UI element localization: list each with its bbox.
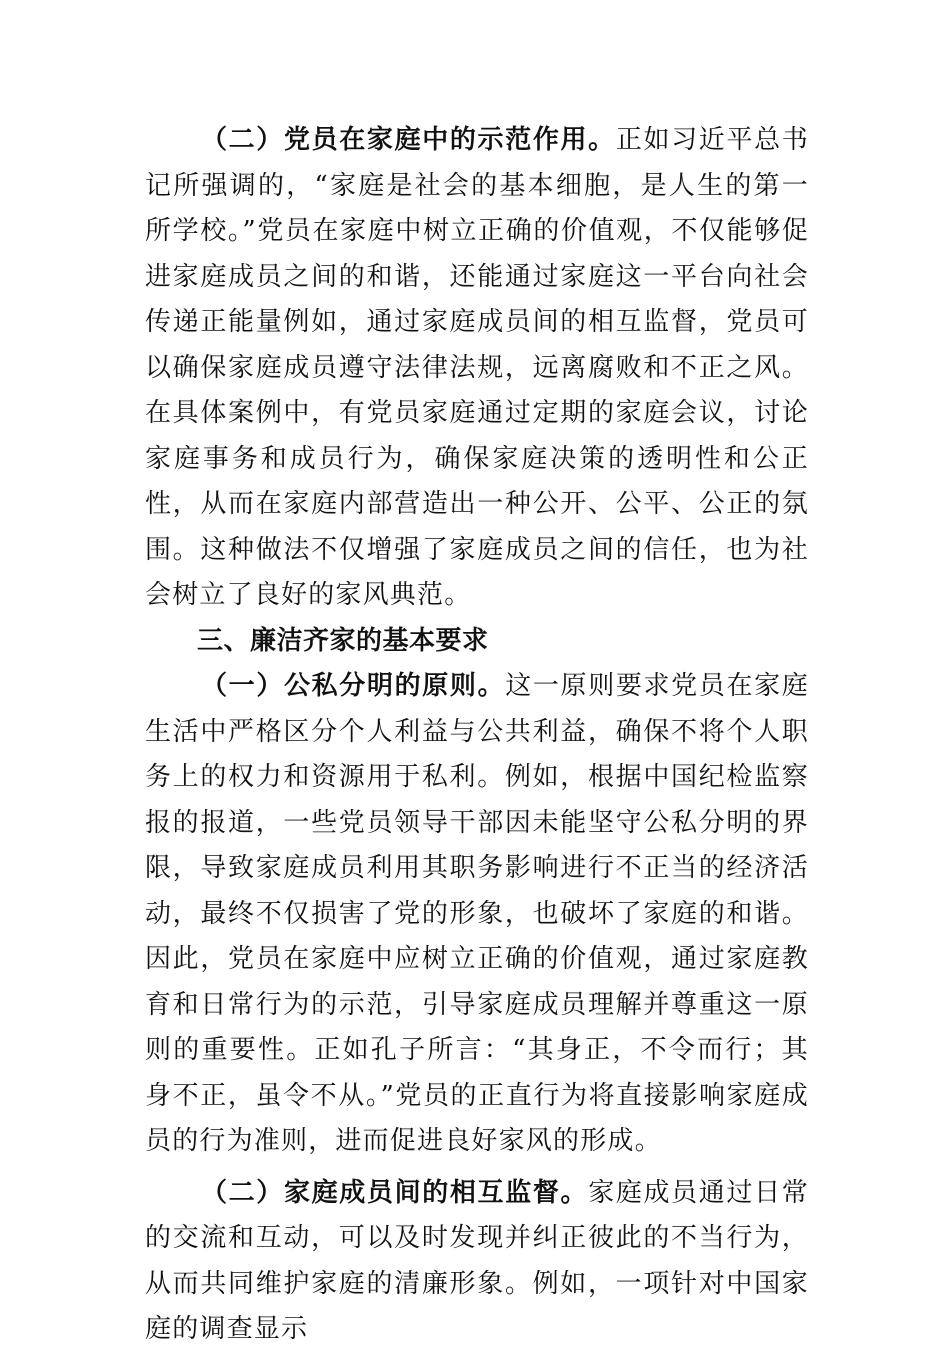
document-body <box>145 118 809 1353</box>
section-heading: 三、廉洁齐家的基本要求 <box>197 625 489 656</box>
paragraph-lead: （二）党员在家庭中的示范作用。 <box>201 125 616 155</box>
paragraph-text: 家庭成员通过日常的交流和互动，可以及时发现并纠正彼此的不当行为，从而共同维护家庭的清廉形象。例如，一项针对中国家庭的调查显示 <box>145 1177 809 1344</box>
paragraph-mutual-supervision <box>145 1171 809 1353</box>
paragraph-lead: （一）公私分明的原则。 <box>201 671 506 701</box>
paragraph-text: 正如习近平总书记所强调的，“家庭是社会的基本细胞，是人生的第一所学校。”党员在家庭中树立正确的价值观，不仅能够促进家庭成员之间的和谐，还能通过家庭这一平台向社会传递正能量例如，通过家庭成员间的相互监督，党员可以确保家庭成员遵守法律法规，远离腐败和不正之风。在具体案例中，有党员家庭通过定期的家庭会议，讨论家庭事务和成员行为，确保家庭决策的透明性和公正性，从而在家庭内部营造出一种公开、公平、公正的氛围。这种做法不仅增强了家庭成员之间的信任，也为社会树立了良好的家风典范。 <box>145 125 809 610</box>
paragraph-text: 这一原则要求党员在家庭生活中严格区分个人利益与公共利益，确保不将个人职务上的权力和资源用于私利。例如，根据中国纪检监察报的报道，一些党员领导干部因未能坚守公私分明的界限，导致家庭成员利用其职务影响进行不正当的经济活动，最终不仅损害了党的形象，也破坏了家庭的和谐。因此，党员在家庭中应树立正确的价值观，通过家庭教育和日常行为的示范，引导家庭成员理解并尊重这一原则的重要性。正如孔子所言：“其身正，不令而行；其身不正，虽令不从。”党员的正直行为将直接影响家庭成员的行为准则，进而促进良好家风的形成。 <box>145 671 810 1156</box>
paragraph-lead: （二）家庭成员间的相互监督。 <box>201 1177 589 1208</box>
paragraph-public-private-principle <box>145 664 809 1165</box>
paragraph-family-role-model <box>145 118 809 619</box>
